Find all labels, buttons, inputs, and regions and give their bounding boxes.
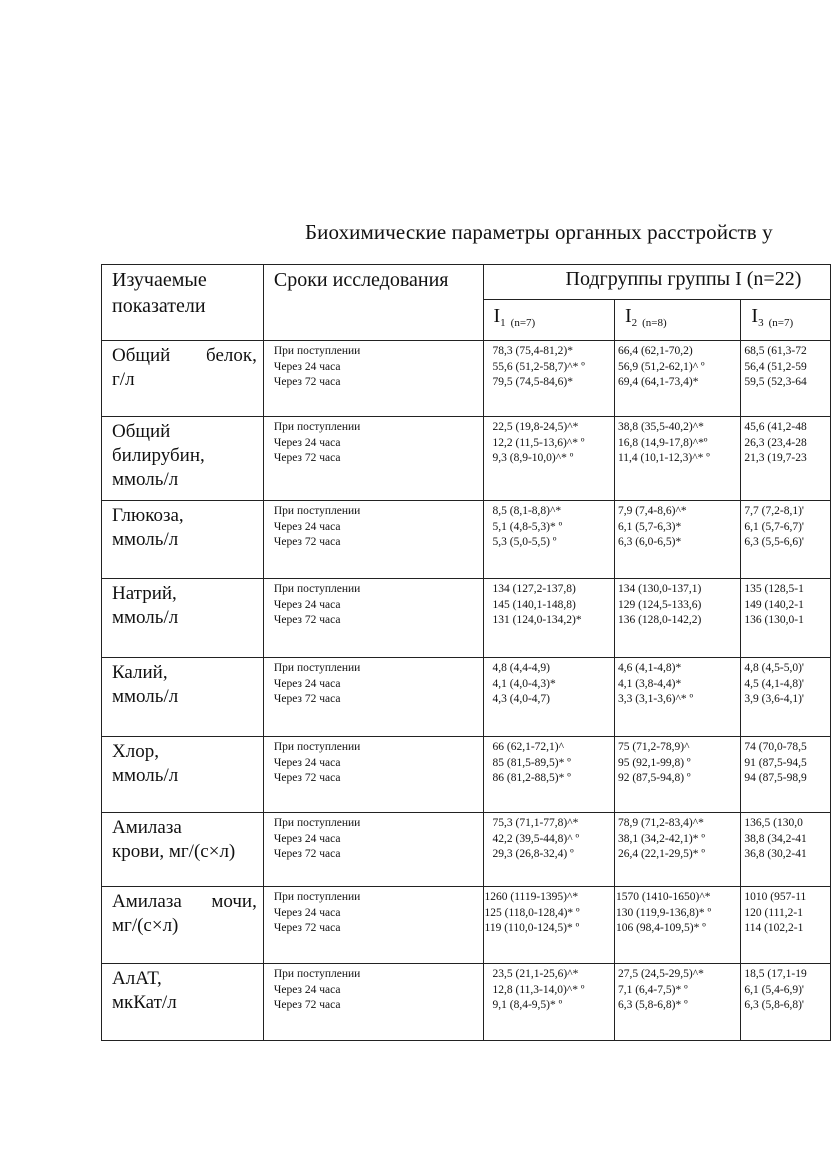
value-cell-sub1 — [483, 813, 614, 887]
value-cell-sub1 — [483, 887, 614, 964]
param-label: Амилаза — [112, 891, 182, 912]
period-cell — [263, 501, 483, 579]
value-text: 4,5 (4,1-4,8)' — [744, 677, 804, 690]
param-label: Глюкоза, — [112, 505, 184, 526]
value-cell-sub1 — [483, 579, 614, 658]
value-text: 91 (87,5-94,5 — [744, 756, 807, 769]
value-text: 78,9 (71,2-83,4)^* — [617, 817, 704, 829]
value-cell-sub1 — [483, 737, 614, 813]
value-text: 26,3 (23,4-28 — [744, 436, 807, 449]
value-text: 7,7 (7,2-8,1)' — [744, 505, 804, 517]
period-label: При поступлении — [273, 345, 361, 357]
period-cell — [263, 341, 483, 417]
value-text: 66,4 (62,1-70,2) — [617, 345, 693, 357]
period-label: Через 72 часа — [273, 376, 341, 388]
value-cell-sub2 — [614, 887, 740, 964]
value-text: 85 (81,5-89,5)* º — [492, 756, 571, 769]
value-text: 75 (71,2-78,9)^ — [617, 741, 690, 753]
subgroup-index: 1 — [500, 317, 506, 329]
value-text: 5,3 (5,0-5,5) º — [492, 536, 557, 548]
period-label: При поступлении — [273, 968, 361, 980]
value-text: 6,1 (5,7-6,7)' — [744, 520, 804, 533]
param-label: Натрий, — [112, 583, 177, 604]
subgroup-base: I — [624, 305, 632, 327]
value-text: 5,1 (4,8-5,3)* º — [492, 520, 563, 533]
value-text: 114 (102,2-1 — [744, 922, 804, 934]
period-cell — [263, 737, 483, 813]
value-text: 6,3 (5,8-6,8)* º — [617, 999, 688, 1011]
period-cell — [263, 887, 483, 964]
period-label: Через 24 часа — [273, 756, 341, 769]
table-row — [102, 579, 831, 658]
value-cell-sub3 — [741, 417, 831, 501]
period-label: Через 72 часа — [273, 772, 341, 784]
biochemistry-table — [101, 264, 831, 1041]
table-row — [102, 501, 831, 579]
value-text: 8,5 (8,1-8,8)^* — [492, 505, 562, 517]
value-cell-sub2 — [614, 658, 740, 737]
subgroup-n: (n=8) — [642, 317, 667, 329]
param-label: ммоль/л — [112, 686, 179, 707]
period-label: Через 72 часа — [273, 848, 341, 860]
value-text: 21,3 (19,7-23 — [744, 452, 807, 464]
param-cell — [102, 887, 264, 964]
value-cell-sub1 — [483, 341, 614, 417]
period-label: Через 24 часа — [273, 906, 341, 919]
value-text: 1010 (957-11 — [744, 891, 807, 903]
value-text: 45,6 (41,2-48 — [744, 421, 807, 433]
value-text: 56,9 (51,2-62,1)^ º — [617, 360, 705, 373]
value-text: 66 (62,1-72,1)^ — [492, 741, 565, 753]
period-label: При поступлении — [273, 421, 361, 433]
param-label: Амилаза — [112, 817, 182, 838]
header-subgroup-2 — [614, 300, 740, 341]
param-label: мочи, — [211, 891, 257, 912]
value-cell-sub3 — [741, 658, 831, 737]
value-text: 55,6 (51,2-58,7)^* º — [492, 360, 585, 373]
value-text: 79,5 (74,5-84,6)* — [492, 376, 573, 388]
value-text: 131 (124,0-134,2)* — [492, 614, 582, 626]
period-label: Через 24 часа — [273, 520, 341, 533]
value-text: 135 (128,5-1 — [744, 583, 804, 595]
period-label: При поступлении — [273, 817, 361, 829]
param-label: ммоль/л — [112, 607, 179, 628]
header-subgroup-3 — [741, 300, 831, 341]
value-text: 56,4 (51,2-59 — [744, 360, 807, 373]
value-text: 129 (124,5-133,6) — [617, 598, 702, 611]
value-text: 92 (87,5-94,8) º — [617, 772, 691, 784]
param-label: ммоль/л — [112, 529, 179, 550]
table-row — [102, 341, 831, 417]
header-param-cell — [102, 265, 264, 341]
param-cell — [102, 737, 264, 813]
period-label: При поступлении — [273, 891, 361, 903]
value-text: 136 (130,0-1 — [744, 614, 804, 626]
value-cell-sub1 — [483, 501, 614, 579]
table-row — [102, 658, 831, 737]
param-cell — [102, 341, 264, 417]
value-text: 23,5 (21,1-25,6)^* — [492, 968, 579, 980]
value-text: 74 (70,0-78,5 — [744, 741, 807, 753]
subgroup-n: (n=7) — [768, 317, 794, 329]
value-text: 134 (127,2-137,8) — [492, 583, 576, 595]
param-label: АлАТ, — [112, 968, 162, 989]
table-row — [102, 964, 831, 1041]
value-text: 119 (110,0-124,5)* º — [484, 922, 580, 934]
value-text: 29,3 (26,8-32,4) º — [492, 848, 574, 860]
value-text: 38,8 (34,2-41 — [744, 832, 807, 845]
period-label: Через 24 часа — [273, 832, 341, 845]
value-text: 125 (118,0-128,4)* º — [484, 906, 580, 919]
value-text: 7,1 (6,4-7,5)* º — [617, 983, 688, 996]
period-label: Через 72 часа — [273, 693, 341, 705]
value-text: 11,4 (10,1-12,3)^* º — [617, 452, 710, 464]
period-label: Через 24 часа — [273, 598, 341, 611]
header-group-label: Подгруппы группы I (n=22) — [565, 268, 802, 290]
value-text: 1260 (1119-1395)^* — [484, 891, 579, 903]
period-label: Через 24 часа — [273, 983, 341, 996]
period-label: Через 72 часа — [273, 999, 341, 1011]
subgroup-base: I — [751, 305, 759, 327]
subgroup-index: 2 — [631, 317, 638, 329]
param-label: белок, — [206, 345, 257, 366]
value-text: 120 (111,2-1 — [744, 906, 803, 919]
value-cell-sub3 — [741, 737, 831, 813]
period-label: При поступлении — [273, 662, 361, 674]
value-cell-sub2 — [614, 341, 740, 417]
param-label: Общий — [112, 345, 171, 366]
value-cell-sub1 — [483, 417, 614, 501]
period-label: Через 24 часа — [273, 677, 341, 690]
period-cell — [263, 658, 483, 737]
value-text: 68,5 (61,3-72 — [744, 345, 807, 357]
value-text: 3,3 (3,1-3,6)^* º — [617, 693, 694, 705]
value-text: 4,8 (4,4-4,9) — [492, 662, 550, 674]
period-label: Через 72 часа — [273, 536, 341, 548]
param-cell — [102, 579, 264, 658]
value-text: 75,3 (71,1-77,8)^* — [492, 817, 579, 829]
value-cell-sub2 — [614, 813, 740, 887]
value-text: 12,8 (11,3-14,0)^* º — [492, 983, 585, 996]
period-label: При поступлении — [273, 505, 361, 517]
header-param-label: Изучаемые показатели — [112, 269, 207, 317]
period-cell — [263, 813, 483, 887]
value-text: 4,6 (4,1-4,8)* — [617, 662, 682, 674]
value-cell-sub2 — [614, 501, 740, 579]
value-text: 9,1 (8,4-9,5)* º — [492, 999, 563, 1011]
header-group-cell — [483, 265, 831, 300]
value-text: 4,1 (4,0-4,3)* — [492, 677, 556, 690]
value-text: 94 (87,5-98,9 — [744, 772, 807, 784]
param-label: мкКат/л — [112, 992, 177, 1013]
value-cell-sub3 — [741, 341, 831, 417]
value-cell-sub3 — [741, 813, 831, 887]
value-text: 1570 (1410-1650)^* — [615, 891, 711, 903]
value-text: 36,8 (30,2-41 — [744, 848, 807, 860]
period-cell — [263, 964, 483, 1041]
param-label: Хлор, — [112, 741, 159, 762]
value-cell-sub1 — [483, 658, 614, 737]
value-text: 12,2 (11,5-13,6)^* º — [492, 436, 585, 449]
value-text: 4,3 (4,0-4,7) — [492, 693, 550, 705]
param-cell — [102, 501, 264, 579]
value-text: 26,4 (22,1-29,5)* º — [617, 848, 705, 860]
value-text: 86 (81,2-88,5)* º — [492, 772, 571, 784]
period-label: При поступлении — [273, 583, 361, 595]
period-label: Через 72 часа — [273, 922, 341, 934]
param-label: ммоль/л — [112, 469, 179, 490]
value-cell-sub2 — [614, 964, 740, 1041]
value-cell-sub3 — [741, 964, 831, 1041]
table-row — [102, 417, 831, 501]
value-text: 18,5 (17,1-19 — [744, 968, 807, 980]
value-text: 134 (130,0-137,1) — [617, 583, 702, 595]
value-cell-sub3 — [741, 501, 831, 579]
value-cell-sub2 — [614, 417, 740, 501]
value-text: 42,2 (39,5-44,8)^ º — [492, 832, 580, 845]
value-text: 6,1 (5,7-6,3)* — [617, 520, 682, 533]
subgroup-n: (n=7) — [510, 317, 536, 329]
table-row — [102, 737, 831, 813]
param-label: ммоль/л — [112, 765, 179, 786]
value-text: 6,3 (5,5-6,6)' — [744, 536, 804, 548]
table-row — [102, 813, 831, 887]
header-period-cell — [263, 265, 483, 341]
value-text: 22,5 (19,8-24,5)^* — [492, 421, 579, 433]
subgroup-index: 3 — [758, 317, 764, 329]
table-row — [102, 887, 831, 964]
value-text: 6,3 (6,0-6,5)* — [617, 536, 682, 548]
param-label: билирубин, — [112, 445, 205, 466]
header-period-label: Сроки исследования — [273, 269, 449, 291]
value-text: 136,5 (130,0 — [744, 817, 803, 829]
value-text: 38,1 (34,2-42,1)* º — [617, 832, 705, 845]
value-text: 145 (140,1-148,8) — [492, 598, 576, 611]
param-cell — [102, 417, 264, 501]
page-title: Биохимические параметры органных расстройств у — [305, 220, 773, 244]
value-cell-sub2 — [614, 737, 740, 813]
subgroup-base: I — [493, 305, 501, 327]
value-text: 4,8 (4,5-5,0)' — [744, 662, 804, 674]
value-text: 7,9 (7,4-8,6)^* — [617, 505, 687, 517]
value-cell-sub3 — [741, 887, 831, 964]
value-cell-sub3 — [741, 579, 831, 658]
period-label: Через 24 часа — [273, 436, 341, 449]
value-text: 78,3 (75,4-81,2)* — [492, 345, 573, 357]
value-text: 106 (98,4-109,5)* º — [615, 922, 706, 934]
param-label: крови, мг/(с×л) — [112, 841, 236, 862]
value-text: 130 (119,9-136,8)* º — [615, 906, 712, 919]
value-text: 6,1 (5,4-6,9)' — [744, 983, 804, 996]
header-subgroup-1 — [483, 300, 614, 341]
value-cell-sub2 — [614, 579, 740, 658]
param-label: Калий, — [112, 662, 168, 683]
value-text: 38,8 (35,5-40,2)^* — [617, 421, 704, 433]
value-text: 16,8 (14,9-17,8)^*º — [617, 436, 708, 449]
param-cell — [102, 813, 264, 887]
period-label: Через 72 часа — [273, 452, 341, 464]
value-cell-sub1 — [483, 964, 614, 1041]
value-text: 149 (140,2-1 — [744, 598, 804, 611]
value-text: 9,3 (8,9-10,0)^* º — [492, 452, 574, 464]
value-text: 4,1 (3,8-4,4)* — [617, 677, 682, 690]
value-text: 6,3 (5,8-6,8)' — [744, 999, 804, 1011]
period-label: Через 24 часа — [273, 360, 341, 373]
value-text: 59,5 (52,3-64 — [744, 376, 807, 388]
period-cell — [263, 579, 483, 658]
value-text: 69,4 (64,1-73,4)* — [617, 376, 699, 388]
param-cell — [102, 964, 264, 1041]
param-label: Общий — [112, 421, 171, 442]
param-label: мг/(с×л) — [112, 915, 179, 936]
value-text: 27,5 (24,5-29,5)^* — [617, 968, 704, 980]
value-text: 95 (92,1-99,8) º — [617, 756, 691, 769]
period-cell — [263, 417, 483, 501]
value-text: 136 (128,0-142,2) — [617, 614, 702, 626]
param-label: г/л — [112, 369, 135, 390]
table-header-row — [102, 265, 831, 300]
period-label: При поступлении — [273, 741, 361, 753]
period-label: Через 72 часа — [273, 614, 341, 626]
param-cell — [102, 658, 264, 737]
value-text: 3,9 (3,6-4,1)' — [744, 693, 804, 705]
